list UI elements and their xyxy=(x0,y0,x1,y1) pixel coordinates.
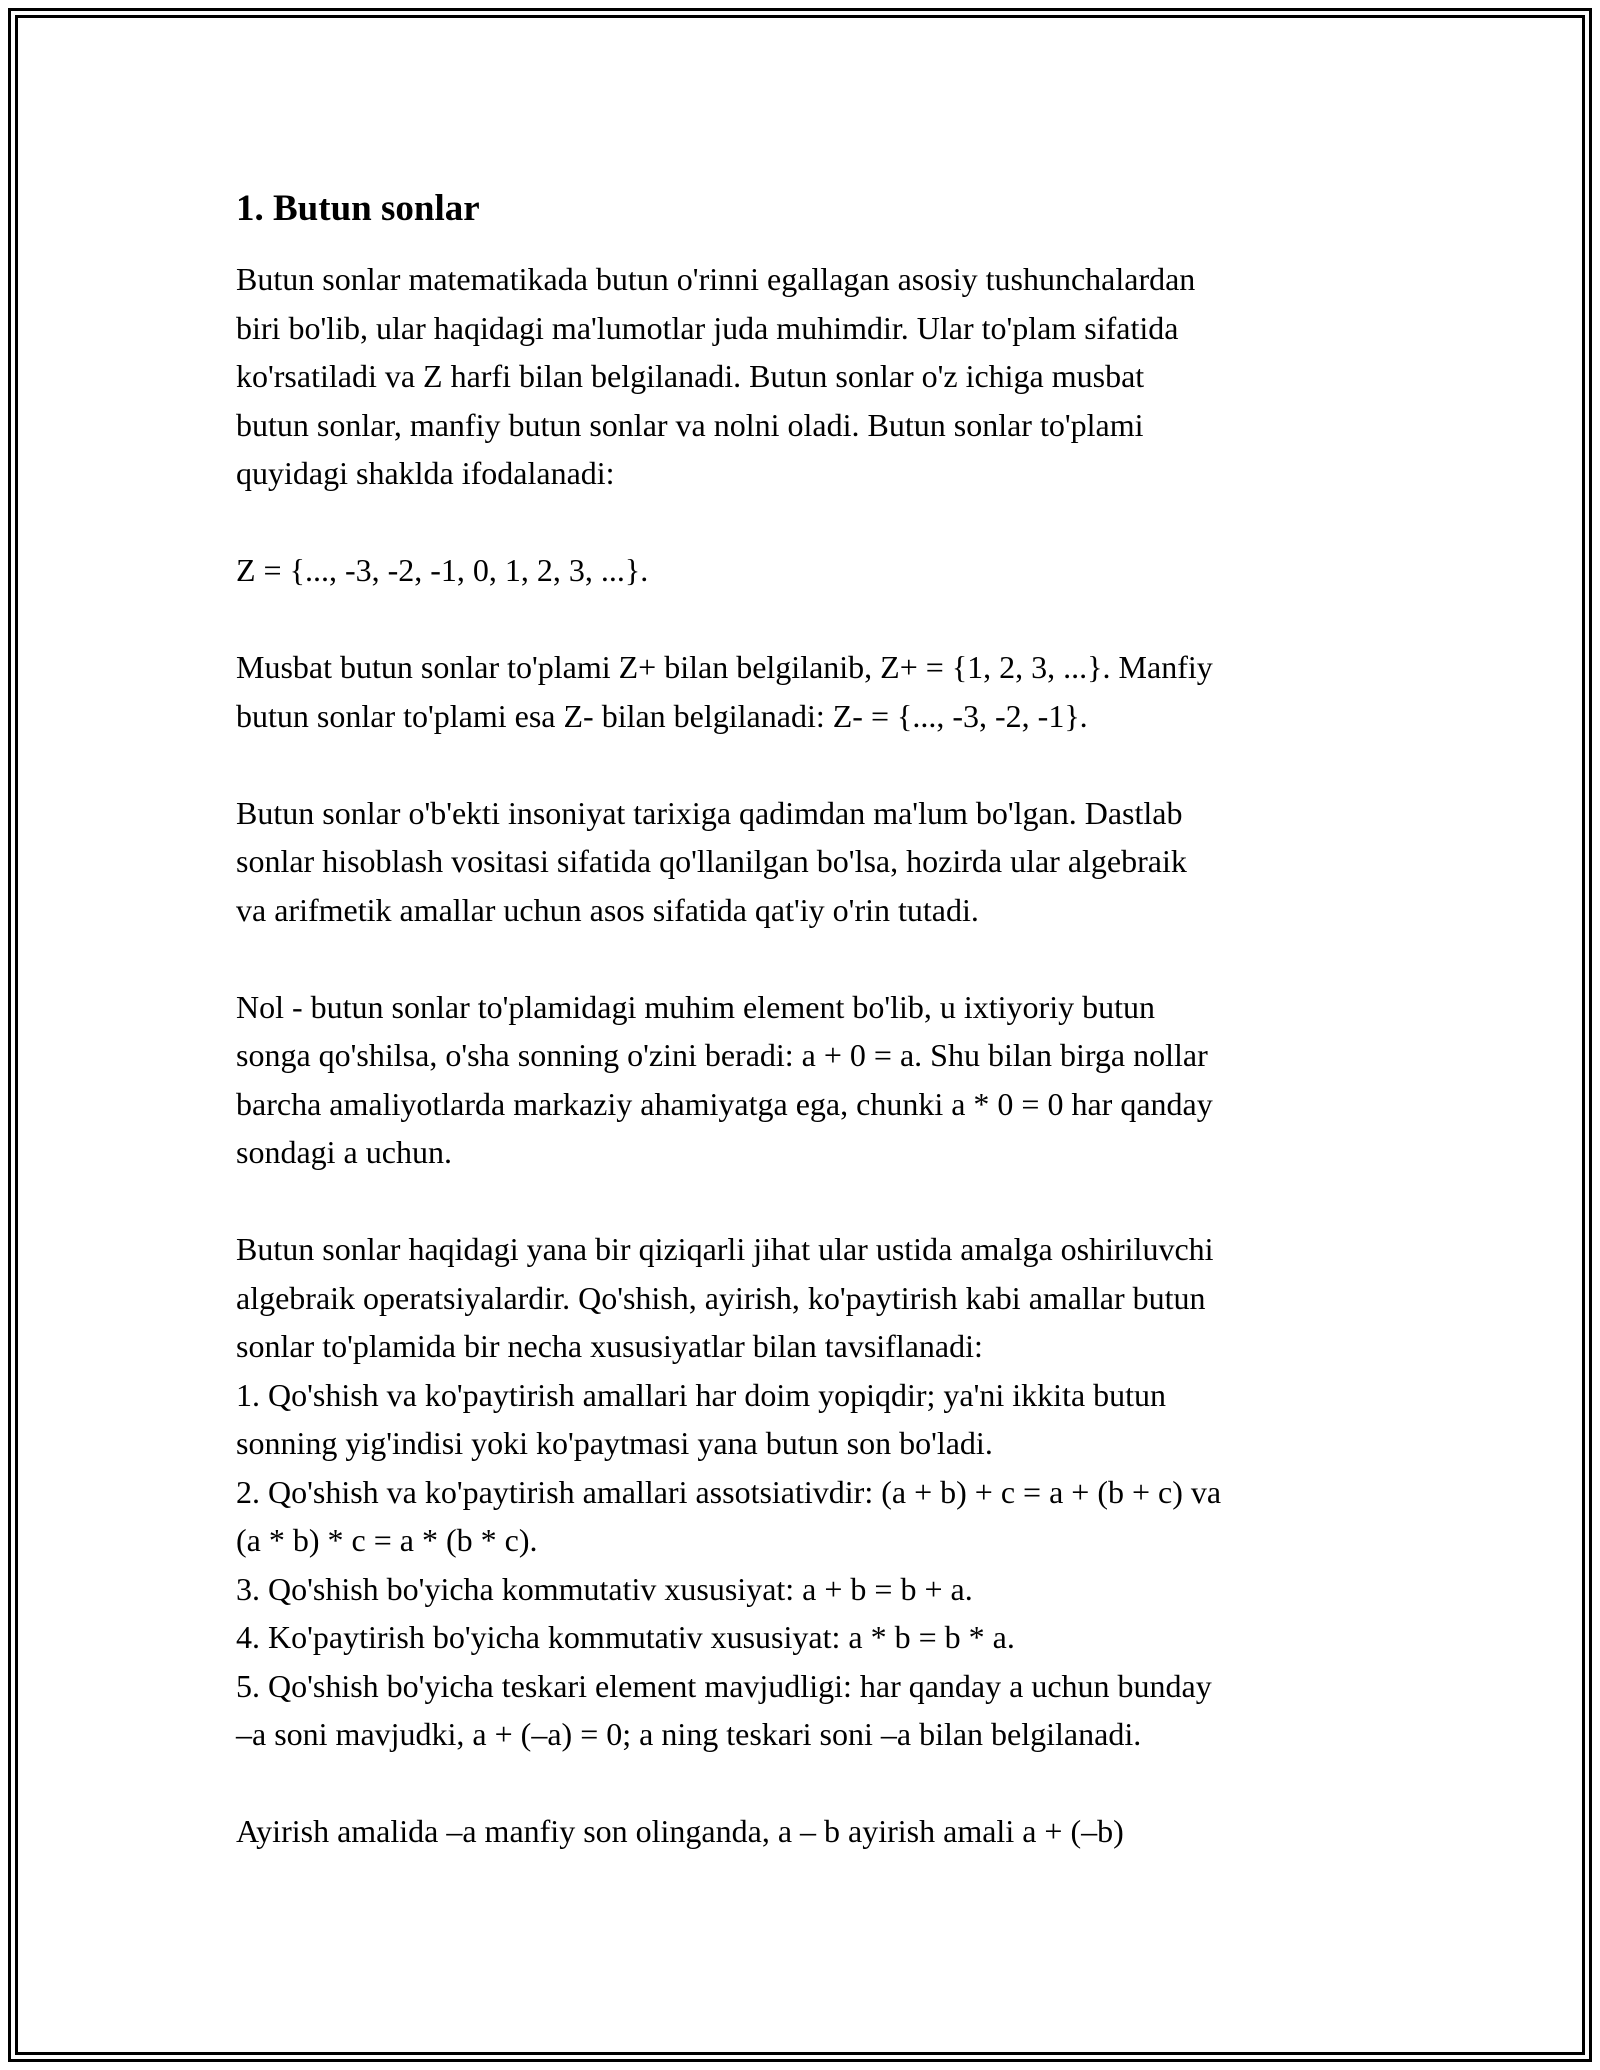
text-line: Butun sonlar o'b'ekti insoniyat tarixiga qadimdan ma'lum bo'lgan. Dastlab xyxy=(236,794,1183,831)
text-line: sonlar hisoblash vositasi sifatida qo'llanilgan bo'lsa, hozirda ular algebraik xyxy=(236,843,1187,879)
section-title: 1. Butun sonlar xyxy=(236,188,480,229)
text-line: butun sonlar to'plami esa Z- bilan belgilanadi: Z- = {..., -3, -2, -1}. xyxy=(236,697,1088,734)
text-line: sondagi a uchun. xyxy=(236,1134,452,1170)
paragraph-history xyxy=(236,789,1366,935)
text-line: songa qo'shilsa, o'sha sonning o'zini beradi: a + 0 = a. Shu bilan birga nollar xyxy=(236,1037,1208,1073)
paragraph-set-definition xyxy=(236,546,1366,595)
text-line: va arifmetik amallar uchun asos sifatida qat'iy o'rin tutadi. xyxy=(236,891,979,928)
text-line: sonlar to'plamida bir necha xususiyatlar bilan tavsiflanadi: xyxy=(236,1328,983,1364)
text-line: barcha amaliyotlarda markaziy ahamiyatga ega, chunki a * 0 = 0 har qanday xyxy=(236,1085,1213,1122)
list-item-line: 2. Qo'shish va ko'paytirish amallari assotsiativdir: (a + b) + c = a + (b + c) va xyxy=(236,1473,1222,1510)
text-line: quyidagi shaklda ifodalanadi: xyxy=(236,455,615,491)
text-line: Ayirish amalida –a manfiy son olinganda, a – b ayirish amali a + (–b) xyxy=(236,1813,1124,1849)
list-item-line: 4. Ko'paytirish bo'yicha kommutativ xususiyat: a * b = b * a. xyxy=(236,1619,1015,1655)
text-line: butun sonlar, manfiy butun sonlar va nolni oladi. Butun sonlar to'plami xyxy=(236,406,1144,443)
paragraph-subtraction xyxy=(236,1807,1366,1856)
list-item-line: 3. Qo'shish bo'yicha kommutativ xususiyat: a + b = b + a. xyxy=(236,1570,973,1607)
text-line: Z = {..., -3, -2, -1, 0, 1, 2, 3, ...}. xyxy=(236,552,649,588)
text-line: ko'rsatiladi va Z harfi bilan belgilanadi. Butun sonlar o'z ichiga musbat xyxy=(236,358,1145,394)
list-item-line: 1. Qo'shish va ko'paytirish amallari har doim yopiqdir; ya'ni ikkita butun xyxy=(236,1376,1167,1413)
list-item-line: (a * b) * c = a * (b * c). xyxy=(236,1522,538,1558)
paragraph-zero xyxy=(236,983,1366,1177)
document-body xyxy=(236,185,1366,1904)
text-line: Butun sonlar haqidagi yana bir qiziqarli jihat ular ustida amalga oshiriluvchi xyxy=(236,1231,1214,1267)
list-item-line: sonning yig'indisi yoki ko'paytmasi yana butun son bo'ladi. xyxy=(236,1425,993,1461)
text-line: algebraik operatsiyalardir. Qo'shish, ayirish, ko'paytirish kabi amallar butun xyxy=(236,1279,1206,1316)
text-line: biri bo'lib, ular haqidagi ma'lumotlar juda muhimdir. Ular to'plam sifatida xyxy=(236,309,1179,346)
text-line: Musbat butun sonlar to'plami Z+ bilan belgilanib, Z+ = {1, 2, 3, ...}. Manfiy xyxy=(236,649,1213,685)
list-item-line: –a soni mavjudki, a + (–a) = 0; a ning teskari soni –a bilan belgilanadi. xyxy=(236,1716,1142,1752)
text-line: Nol - butun sonlar to'plamidagi muhim element bo'lib, u ixtiyoriy butun xyxy=(236,988,1155,1025)
paragraph-intro xyxy=(236,255,1366,498)
text-line: Butun sonlar matematikada butun o'rinni egallagan asosiy tushunchalardan xyxy=(236,261,1196,297)
paragraph-positive-negative xyxy=(236,643,1366,740)
paragraph-properties xyxy=(236,1225,1366,1759)
list-item-line: 5. Qo'shish bo'yicha teskari element mavjudligi: har qanday a uchun bunday xyxy=(236,1667,1212,1704)
